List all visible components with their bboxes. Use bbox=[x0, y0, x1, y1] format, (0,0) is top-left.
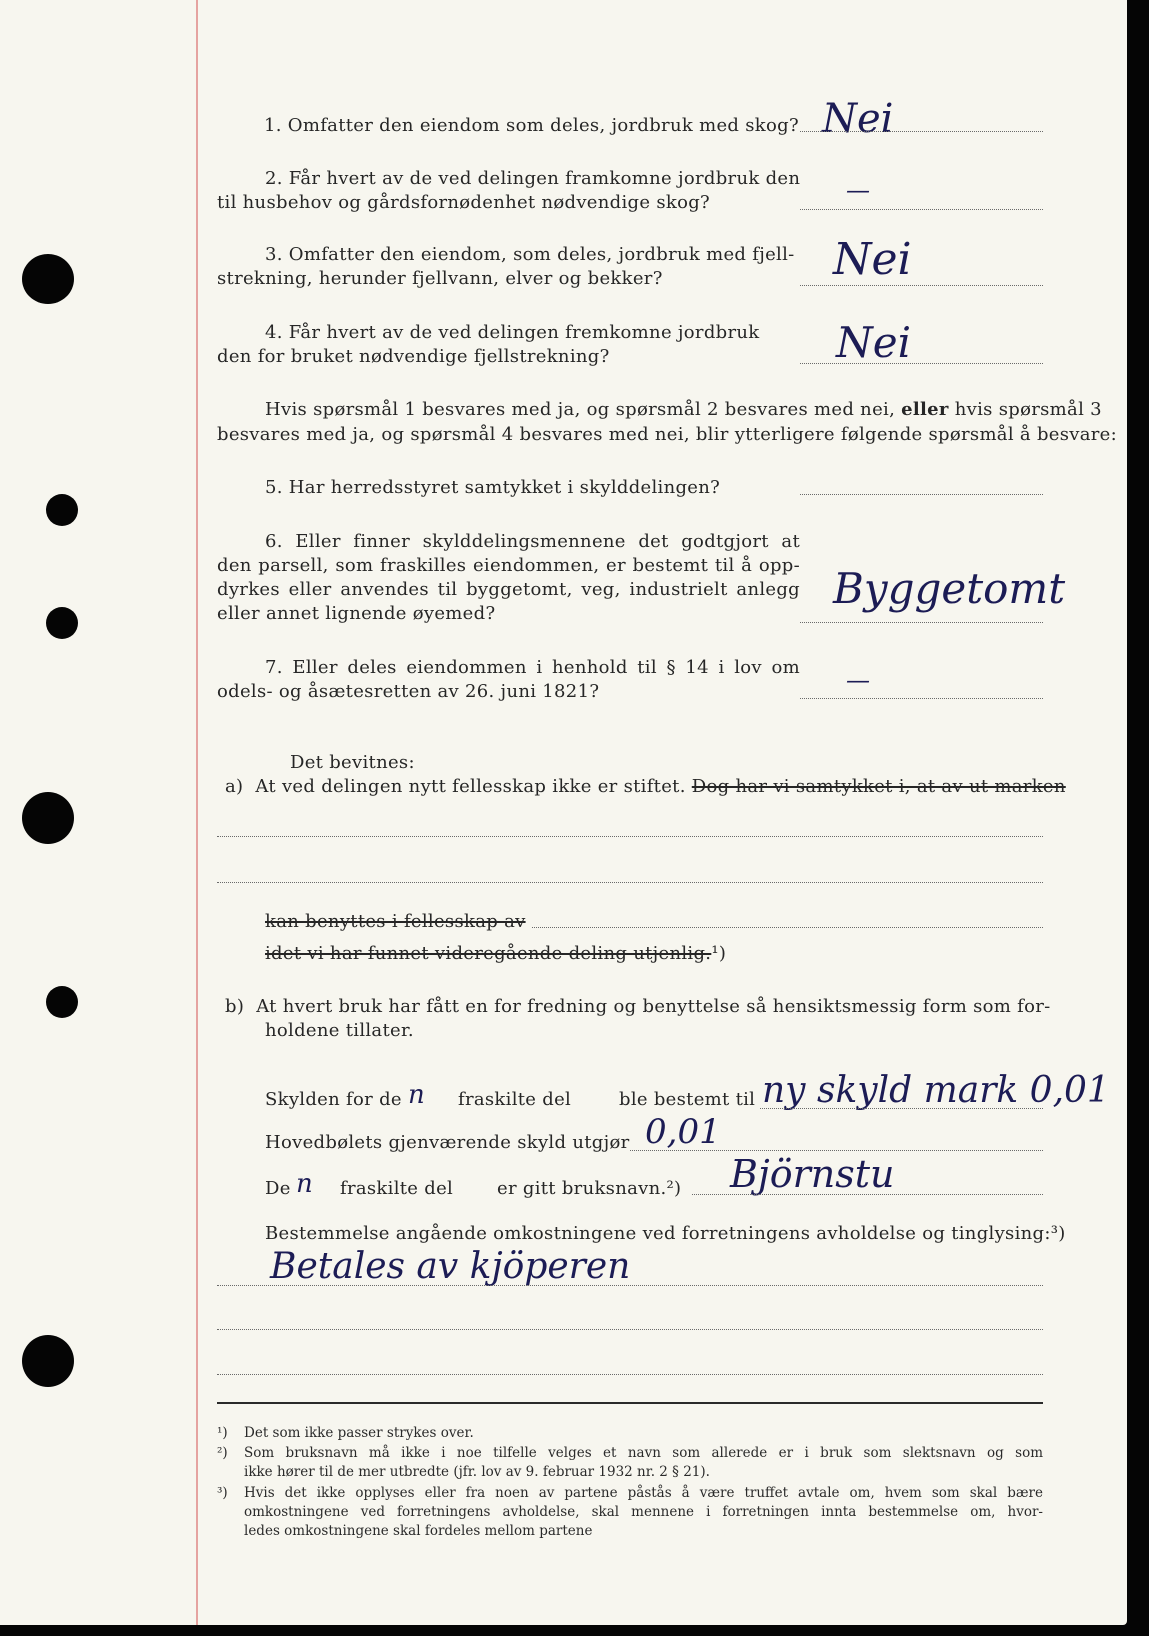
red-margin-line bbox=[196, 0, 198, 1625]
answer-7: — bbox=[846, 666, 870, 694]
certify-b-line-1: At hvert bruk har fått en for fredning og benyttelse så hensiktsmessig form som for- bbox=[256, 996, 1051, 1017]
binder-hole-1 bbox=[22, 254, 74, 304]
question-1: 1. Omfatter den eiendom som deles, jordbruk med skog? bbox=[264, 115, 799, 136]
navn-label-b: fraskilte del bbox=[340, 1178, 454, 1199]
answer-6: Byggetomt bbox=[833, 564, 1066, 613]
footnote-2-line-1: Som bruksnavn må ikke i noe tilfelle velges et navn som allerede er i bruk som slektsnavn og som bbox=[244, 1445, 1043, 1461]
bestemmelse-label: Bestemmelse angående omkostningene ved forretningens avholdelse og tinglysing:³) bbox=[265, 1223, 1066, 1244]
answer-1: Nei bbox=[822, 96, 894, 142]
question-2-line-2: til husbehov og gårdsfornødenhet nødvendige skog? bbox=[217, 192, 710, 213]
skyld-label-b: fraskilte del bbox=[458, 1089, 572, 1110]
question-6-line-2: den parsell, som fraskilles eiendommen, er bestemt til å opp- bbox=[217, 555, 800, 576]
binder-hole-5 bbox=[46, 986, 78, 1018]
conditional-text-b: hvis spørsmål 3 bbox=[954, 399, 1102, 420]
navn-fill-n: n bbox=[296, 1169, 313, 1199]
conditional-bold-eller: eller bbox=[901, 399, 949, 420]
certify-a-struck: Dog har vi samtykket i, at av ut marken bbox=[691, 776, 1066, 797]
certify-a-label: a) bbox=[225, 776, 244, 797]
skyld-label-a: Skylden for de bbox=[265, 1089, 402, 1110]
binder-hole-6 bbox=[22, 1335, 74, 1387]
bestemmelse-line-3 bbox=[217, 1374, 1043, 1375]
question-2-line-1: 2. Får hvert av de ved delingen framkomne jordbruk den bbox=[265, 168, 801, 189]
footnote-2-line-2: ikke hører til de mer utbredte (jfr. lov av 9. februar 1932 nr. 2 § 21). bbox=[244, 1464, 710, 1480]
navn-line bbox=[692, 1194, 1043, 1195]
conditional-line-1 bbox=[265, 398, 1102, 422]
hoved-value: 0,01 bbox=[645, 1112, 721, 1152]
certify-a-line-2 bbox=[217, 882, 1043, 883]
hoved-label: Hovedbølets gjenværende skyld utgjør bbox=[265, 1132, 630, 1153]
skyld-label-c: ble bestemt til bbox=[619, 1089, 756, 1110]
question-3-line-2: strekning, herunder fjellvann, elver og bekker? bbox=[217, 268, 663, 289]
question-6-line-4: eller annet lignende øyemed? bbox=[217, 603, 496, 624]
answer-line-3 bbox=[800, 285, 1043, 286]
certify-a-line-1 bbox=[217, 836, 1043, 837]
footnote-3-line-3: ledes omkostningene skal fordeles mellom partene bbox=[244, 1523, 593, 1539]
skyld-value: ny skyld mark 0,01 bbox=[762, 1070, 1110, 1111]
binder-hole-4 bbox=[22, 792, 74, 844]
answer-line-7 bbox=[800, 698, 1043, 699]
answer-2: — bbox=[846, 176, 870, 204]
answer-line-2 bbox=[800, 209, 1043, 210]
question-4-line-2: den for bruket nødvendige fjellstrekning? bbox=[217, 346, 610, 367]
certify-b-label: b) bbox=[225, 996, 245, 1017]
certify-b-line-2: holdene tillater. bbox=[265, 1020, 414, 1041]
footnote-3-line-2: omkostningene ved forretningens avholdelse, skal mennene i forretningen innta bestemmelse om, hvor- bbox=[244, 1504, 1043, 1520]
certify-heading: Det bevitnes: bbox=[290, 752, 415, 773]
certify-a-struck-2 bbox=[265, 910, 526, 934]
certify-a-struck-3-text: idet vi har funnet videregående deling utjenlig. bbox=[265, 943, 712, 964]
skyld-line bbox=[760, 1108, 1043, 1109]
bestemmelse-value: Betales av kjöperen bbox=[270, 1246, 631, 1287]
bestemmelse-line-2 bbox=[217, 1329, 1043, 1330]
bestemmelse-line-1 bbox=[217, 1285, 1043, 1286]
certify-a-struck-2-text: kan benyttes i fellesskap av bbox=[265, 911, 526, 932]
skyld-fill-n: n bbox=[408, 1080, 425, 1110]
navn-label-c: er gitt bruksnavn.²) bbox=[497, 1178, 682, 1199]
answer-line-6 bbox=[800, 622, 1043, 623]
question-6-line-3: dyrkes eller anvendes til byggetomt, veg, industrielt anlegg bbox=[217, 579, 800, 600]
conditional-text-a: Hvis spørsmål 1 besvares med ja, og spørsmål 2 besvares med nei, bbox=[265, 399, 896, 420]
conditional-line-2: besvares med ja, og spørsmål 4 besvares med nei, blir ytterligere følgende spørsmål å besvare: bbox=[217, 424, 1118, 445]
footnote-3-mark: ³) bbox=[217, 1485, 228, 1501]
question-5: 5. Har herredsstyret samtykket i skylddelingen? bbox=[265, 477, 721, 498]
certify-a-struck-3 bbox=[265, 942, 726, 966]
binder-hole-2 bbox=[46, 494, 78, 526]
binder-hole-3 bbox=[46, 607, 78, 639]
footnote-1: Det som ikke passer strykes over. bbox=[244, 1425, 474, 1441]
certify-a-line-3 bbox=[532, 927, 1043, 928]
question-4-line-1: 4. Får hvert av de ved delingen fremkomne jordbruk bbox=[265, 322, 760, 343]
certify-a-text: At ved delingen nytt fellesskap ikke er stiftet. bbox=[255, 776, 686, 797]
answer-line-4 bbox=[800, 363, 1043, 364]
footnote-3-line-1: Hvis det ikke opplyses eller fra noen av partene påstås å være truffet avtale om, hvem som skal bære bbox=[244, 1485, 1043, 1501]
certify-a bbox=[225, 775, 1066, 799]
answer-line-1 bbox=[800, 131, 1043, 132]
certify-b bbox=[225, 995, 1051, 1019]
answer-4: Nei bbox=[836, 318, 912, 367]
answer-3: Nei bbox=[833, 234, 912, 285]
navn-label-a: De bbox=[265, 1178, 291, 1199]
footnote-divider bbox=[217, 1402, 1043, 1404]
question-7-line-1: 7. Eller deles eiendommen i henhold til § 14 i lov om bbox=[265, 657, 800, 678]
certify-a-note: ¹) bbox=[711, 943, 727, 964]
question-3-line-1: 3. Omfatter den eiendom, som deles, jordbruk med fjell- bbox=[265, 244, 795, 265]
navn-value: Björnstu bbox=[730, 1152, 895, 1196]
answer-line-5 bbox=[800, 494, 1043, 495]
question-6-line-1: 6. Eller finner skylddelingsmennene det godtgjort at bbox=[265, 531, 800, 552]
footnote-1-mark: ¹) bbox=[217, 1425, 228, 1441]
footnote-2-mark: ²) bbox=[217, 1445, 228, 1461]
hoved-line bbox=[630, 1150, 1043, 1151]
question-7-line-2: odels- og åsætesretten av 26. juni 1821? bbox=[217, 681, 600, 702]
